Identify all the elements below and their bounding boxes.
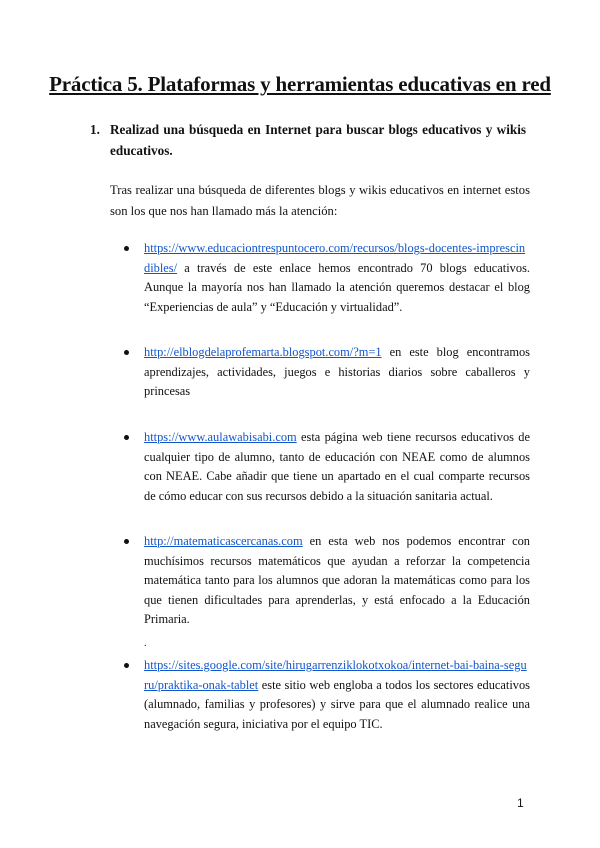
resource-description: en este blog encontramos aprendizajes, actividades, juegos e historias diarios sobre caballeros y princesas — [144, 345, 530, 399]
resource-link[interactable]: http://matematicascercanas.com — [144, 534, 303, 548]
section-heading: Realizad una búsqueda en Internet para buscar blogs educativos y wikis educativos. — [110, 122, 526, 158]
intro-paragraph: Tras realizar una búsqueda de diferentes blogs y wikis educativos en internet estos son los que nos han llamado más la atención: — [110, 183, 530, 218]
list-item — [124, 532, 530, 630]
list-item — [124, 343, 530, 402]
section-number: 1. — [90, 122, 100, 137]
bullet-icon — [124, 539, 129, 544]
list-item — [124, 428, 530, 506]
resource-link[interactable]: https://www.aulawabisabi.com — [144, 430, 297, 444]
resource-description: esta página web tiene recursos educativos de cualquier tipo de alumno, tanto de educación con NEAE como de alumnos con NEAE. Cabe añadir que tiene un apartado en el cual comparte recursos de cómo educar con sus recursos debido a la situación sanitaria actual. — [144, 430, 530, 503]
bullet-icon — [124, 350, 129, 355]
bullet-icon — [124, 246, 129, 251]
page-title: Práctica 5. Plataformas y herramientas educativas en red — [49, 72, 551, 96]
bullet-icon — [124, 663, 129, 668]
page-number: 1 — [517, 796, 524, 810]
resource-link[interactable]: http://elblogdelaprofemarta.blogspot.com/?m=1 — [144, 345, 382, 359]
bullet-icon — [124, 435, 129, 440]
resource-link[interactable]: https://sites.google.com/site/hirugarrenziklokotxokoa/internet-bai-baina-seguru/praktika-onak-tablet — [144, 658, 527, 692]
stray-mark: . — [144, 638, 147, 649]
list-item — [124, 239, 530, 317]
resource-link[interactable]: https://www.educaciontrespuntocero.com/recursos/blogs-docentes-imprescindibles/ — [144, 241, 526, 275]
resource-description: en esta web nos podemos encontrar con muchísimos recursos matemáticos que ayudan a reforzar la competencia matemática tanto para los alumnos que adoran la matemáticas como para los que tienen dificultades para aprenderlas, y está enfocado a la Educación Primaria. — [144, 534, 530, 627]
resource-description: este sitio web engloba a todos los sectores educativos (alumnado, familias y profesores) y sirve para que el alumnado realice una navegación segura, iniciativa por el equipo TIC. — [144, 677, 530, 731]
list-item — [124, 656, 530, 734]
resource-description: a través de este enlace hemos encontrado 70 blogs educativos. Aunque la mayoría nos han llamado la atención queremos destacar el blog “Experiencias de aula” y “Educación y virtualidad”. — [144, 260, 530, 314]
